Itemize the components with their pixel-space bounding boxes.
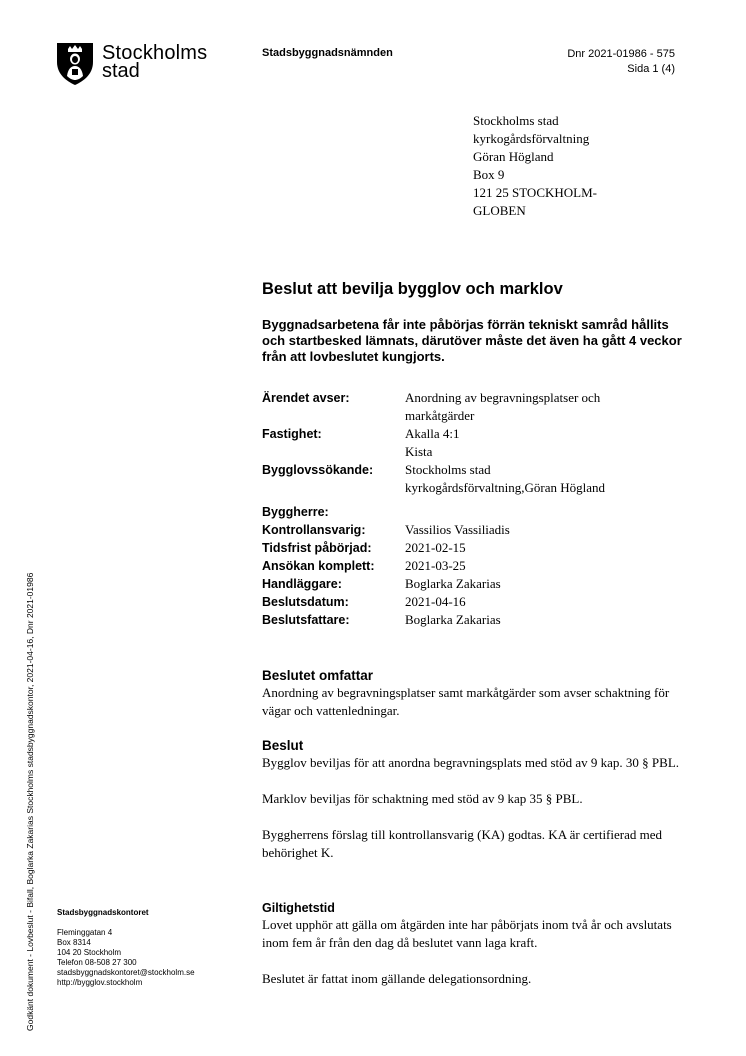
section-heading: Beslutet omfattar — [262, 668, 374, 683]
decision-building-permit: Bygglov beviljas för att anordna begravningsplats med stöd av 9 kap. 30 § PBL. — [262, 755, 680, 770]
fact-value: Stockholms stad kyrkogårdsförvaltning,Göran Högland — [405, 462, 606, 495]
recipient-line: Box 9 — [473, 167, 505, 182]
fact-value: Anordning av begravningsplatser och markåtgärder — [405, 390, 601, 423]
section-heading: Giltighetstid — [262, 901, 335, 915]
fact-row — [262, 593, 665, 611]
section-decision — [262, 737, 682, 862]
decision-land-permit: Marklov beviljas för schaktning med stöd av 9 kap 35 § PBL. — [262, 791, 583, 806]
section-heading: Beslut — [262, 738, 304, 753]
fact-row — [262, 557, 665, 575]
case-number: Dnr 2021-01986 - 575 — [567, 48, 675, 60]
recipient-address — [473, 112, 653, 220]
fact-value: 2021-04-16 — [405, 594, 466, 609]
fact-label: Byggherre: — [262, 505, 329, 519]
stockholms-stad-logo — [56, 42, 226, 86]
fact-label: Tidsfrist påbörjad: — [262, 541, 372, 555]
approval-side-text: Godkänt dokument - Lovbeslut - Bifall, Boglarka Zakarias Stockholms stadsbyggnadskontor, 2021-04-16, Dnr 2021-01986 — [25, 572, 35, 1031]
fact-value: 2021-02-15 — [405, 540, 466, 555]
fact-row — [262, 389, 665, 425]
fact-label: Bygglovssökande: — [262, 463, 374, 477]
footer-email: stadsbyggnadskontoret@stockholm.se — [57, 968, 195, 977]
fact-value: Boglarka Zakarias — [405, 612, 501, 627]
fact-value: Vassilios Vassiliadis — [405, 522, 510, 537]
fact-value: Akalla 4:1 Kista — [405, 426, 460, 459]
section-validity — [262, 900, 682, 988]
section-scope — [262, 667, 682, 720]
footer-line: Telefon 08-508 27 300 — [57, 958, 137, 967]
footer-line: 104 20 Stockholm — [57, 948, 122, 957]
document-reference — [567, 47, 675, 77]
fact-value: 2021-03-25 — [405, 558, 466, 573]
fact-row — [262, 575, 665, 593]
document-title: Beslut att bevilja bygglov och marklov — [262, 280, 563, 298]
fact-row — [262, 503, 665, 521]
delegation-text: Beslutet är fattat inom gällande delegationsordning. — [262, 971, 532, 986]
logo-text-line1: Stockholms — [102, 42, 208, 64]
start-warning: Byggnadsarbetena får inte påbörjas förrän tekniskt samråd hållits och startbesked lämnats, därutöver måste det även ha gått 4 veckor från att lovbeslutet kungjorts. — [262, 317, 682, 364]
fact-row — [262, 539, 665, 557]
footer-line: Fleminggatan 4 — [57, 928, 113, 937]
decision-controller: Byggherrens förslag till kontrollansvarig (KA) godtas. KA är certifierad med behörighet K. — [262, 827, 662, 860]
recipient-line: GLOBEN — [473, 203, 526, 218]
fact-row — [262, 611, 665, 629]
sender-footer — [57, 908, 247, 988]
footer-org: Stadsbyggnadskontoret — [57, 908, 149, 917]
fact-label: Kontrollansvarig: — [262, 523, 366, 537]
city-shield-icon — [56, 42, 94, 86]
fact-row — [262, 521, 665, 539]
footer-line: Box 8314 — [57, 938, 91, 947]
fact-label: Ärendet avser: — [262, 391, 350, 405]
case-facts-table — [262, 389, 665, 629]
fact-value: Boglarka Zakarias — [405, 576, 501, 591]
fact-row — [262, 425, 665, 461]
fact-value — [405, 503, 665, 521]
fact-label: Beslutsfattare: — [262, 613, 350, 627]
fact-label: Ansökan komplett: — [262, 559, 375, 573]
page-number: Sida 1 (4) — [627, 63, 675, 75]
fact-label: Fastighet: — [262, 427, 322, 441]
fact-row — [262, 461, 665, 503]
fact-label: Beslutsdatum: — [262, 595, 349, 609]
logo-text-line2: stad — [102, 60, 140, 82]
recipient-line: Göran Högland — [473, 149, 554, 164]
fact-label: Handläggare: — [262, 577, 342, 591]
recipient-line: Stockholms stad — [473, 113, 559, 128]
authority-name: Stadsbyggnadsnämnden — [262, 47, 393, 59]
section-text: Anordning av begravningsplatser samt markåtgärder som avser schaktning för vägar och vattenledningar. — [262, 685, 670, 718]
validity-text: Lovet upphör att gälla om åtgärden inte har påbörjats inom två år och avslutats inom fem år från den dag då beslutet vann laga kraft. — [262, 917, 672, 950]
recipient-line: 121 25 STOCKHOLM- — [473, 185, 597, 200]
footer-url: http://bygglov.stockholm — [57, 978, 143, 987]
recipient-line: kyrkogårdsförvaltning — [473, 131, 590, 146]
